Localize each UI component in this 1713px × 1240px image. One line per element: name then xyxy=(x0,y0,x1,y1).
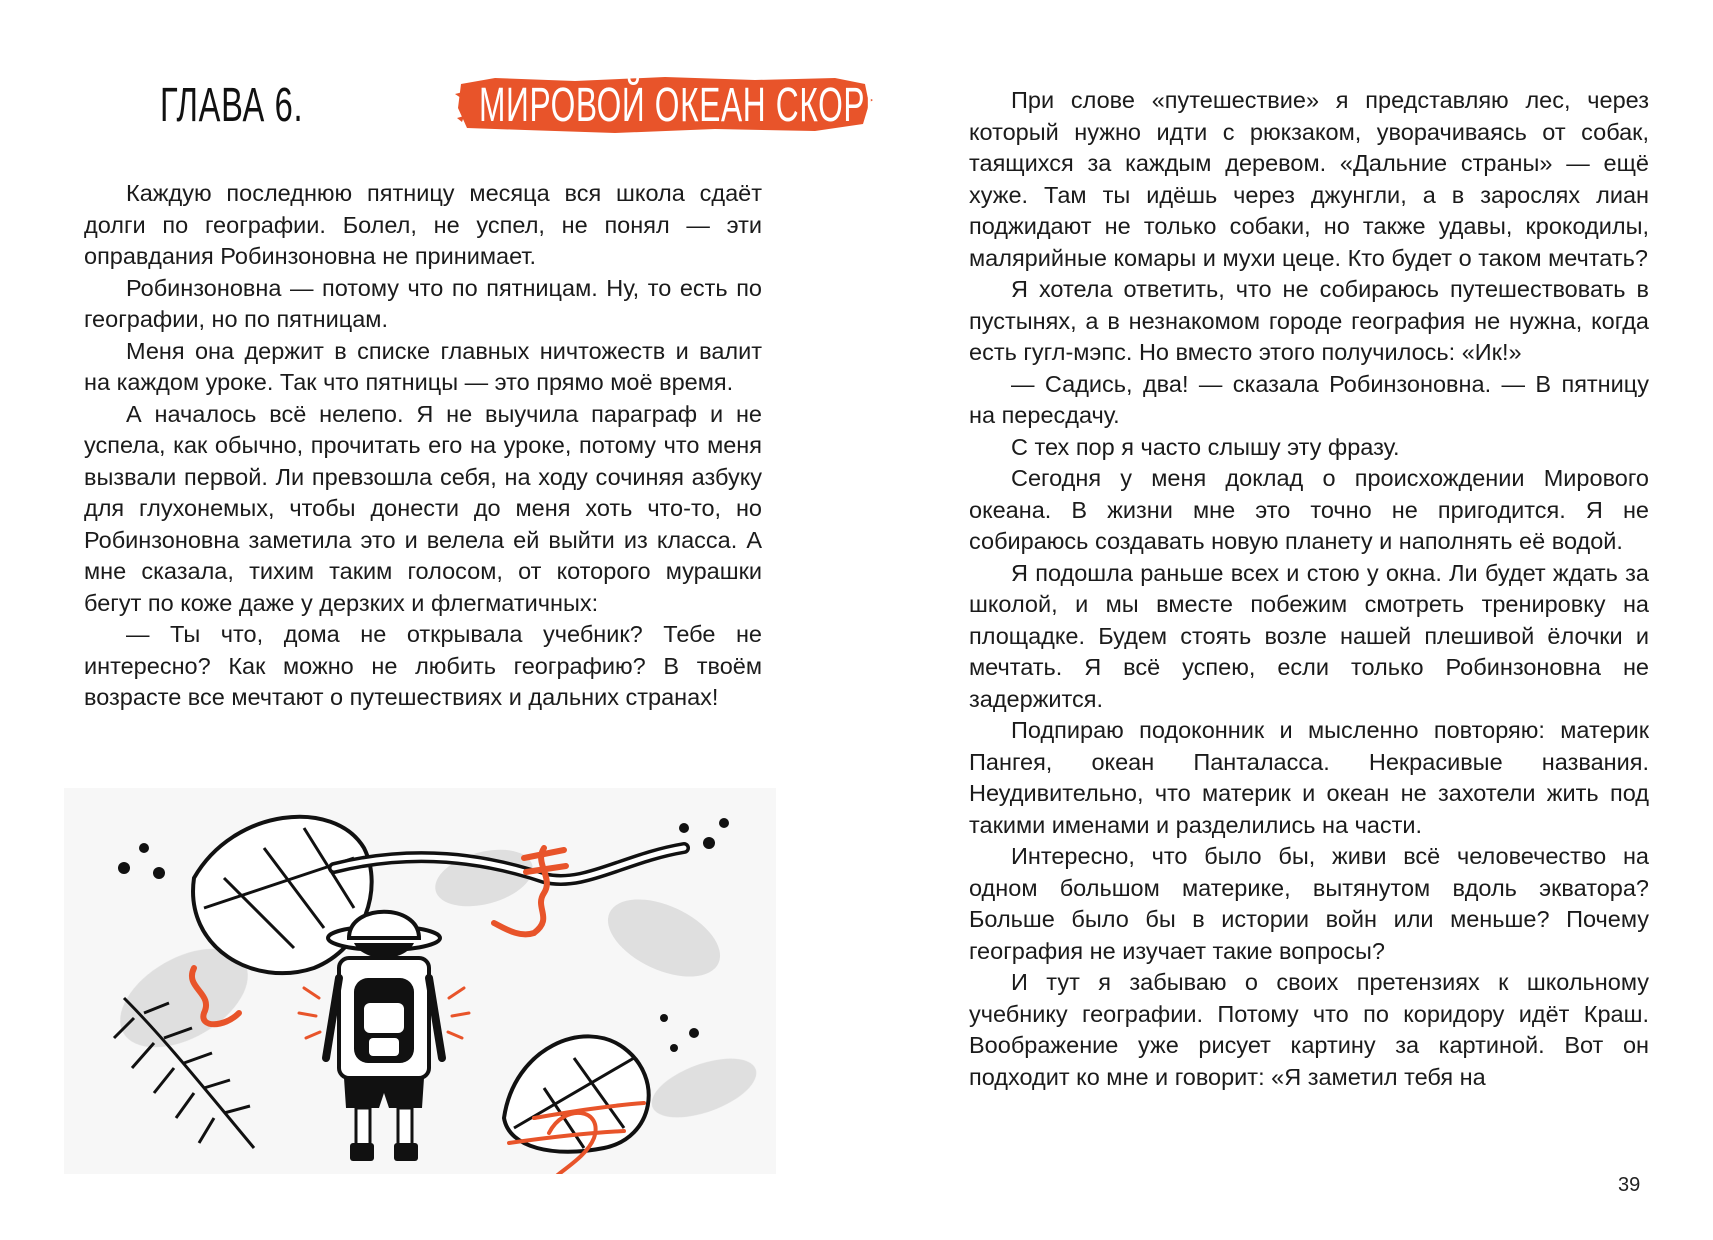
left-page-text xyxy=(84,178,762,714)
paragraph: Каждую последнюю пятницу месяца вся школа сдаёт долги по географии. Болел, не успел, не понял — эти оправдания Робинзоновна не принимает. xyxy=(84,180,762,269)
right-page-text xyxy=(969,85,1649,1093)
paragraph: И тут я забываю о своих претензиях к школьному учебнику географии. Потому что по коридору идёт Краш. Воображение уже рисует картину за картиной. Вот он подходит ко мне и говорит: «Я заметил тебя на xyxy=(969,969,1649,1090)
chapter-label: ГЛАВА 6. xyxy=(160,78,304,132)
paragraph: Я подошла раньше всех и стою у окна. Ли будет ждать за школой, и мы вместе побежим смотреть тренировку на площадке. Будем стоять возле нашей плешивой ёлочки и мечтать. Я всё успею, если только Робинзоновна не задержится. xyxy=(969,559,1649,712)
leaf-icon xyxy=(193,817,372,973)
paragraph: — Ты что, дома не открывала учебник? Тебе не интересно? Как можно не любить географию? В твоём возрасте все мечтают о путешествиях и дальних странах! xyxy=(84,621,762,710)
paragraph: Сегодня у меня доклад о происхождении Мирового океана. В жизни мне это точно не пригодится. Я не собираюсь создавать новую планету и наполнять её водой. xyxy=(969,465,1649,554)
paragraph: Меня она держит в списке главных ничтожеств и валит на каждом уроке. Так что пятницы — это прямо моё время. xyxy=(84,337,762,395)
illustration-art xyxy=(64,788,776,1174)
chapter-title xyxy=(160,70,911,140)
paragraph: — Садись, два! — сказала Робинзоновна. — В пятницу на пересдачу. xyxy=(969,370,1649,428)
jungle-explorer-illustration xyxy=(64,788,776,1174)
paragraph: Я хотела ответить, что не собираюсь путешествовать в пустынях, а в незнакомом городе география не нужна, когда есть гугл-мэпс. Но вместо этого получилось: «Ик!» xyxy=(969,276,1649,365)
paragraph: Подпираю подоконник и мысленно повторяю: материк Пангея, океан Панталасса. Некрасивые названия. Неудивительно, что материк и океан не захотели жить под такими именами и разделились на части. xyxy=(969,717,1649,838)
paragraph: Интересно, что было бы, живи всё человечество на одном большом материке, вытянутом вдоль экватора? Больше было бы в истории войн или меньше? Почему география не изучает такие вопросы? xyxy=(969,843,1649,964)
paragraph: При слове «путешествие» я представляю лес, через который нужно идти с рюкзаком, уворачиваясь от собак, таящихся за каждым деревом. «Дальние страны» — ещё хуже. Там ты идёшь через джунгли, а в зарослях лиан поджидают не только собаки, но также удавы, крокодилы, малярийные комары и мухи цеце. Кто будет о таком мечтать? xyxy=(969,87,1649,271)
paragraph: А началось всё нелепо. Я не выучила параграф и не успела, как обычно, прочитать его на уроке, потому что меня вызвали первой. Ли превзошла себя, на ходу сочиняя азбуку для глухонемых, чтобы донести до меня хоть что-то, но Робинзоновна заметила это и велела ей выйти из класса. А мне сказала, тихим таким голосом, от которого мурашки бегут по коже даже у дерзких и флегматичных: xyxy=(84,400,762,616)
paragraph: Робинзоновна — потому что по пятницам. Ну, то есть по географии, но по пятницам. xyxy=(84,274,762,332)
paragraph: С тех пор я часто слышу эту фразу. xyxy=(1011,433,1400,460)
page-number: 39 xyxy=(1618,1174,1641,1196)
chapter-name-highlight xyxy=(455,74,911,134)
chapter-name: МИРОВОЙ ОКЕАН СКОРБИ xyxy=(479,79,911,132)
